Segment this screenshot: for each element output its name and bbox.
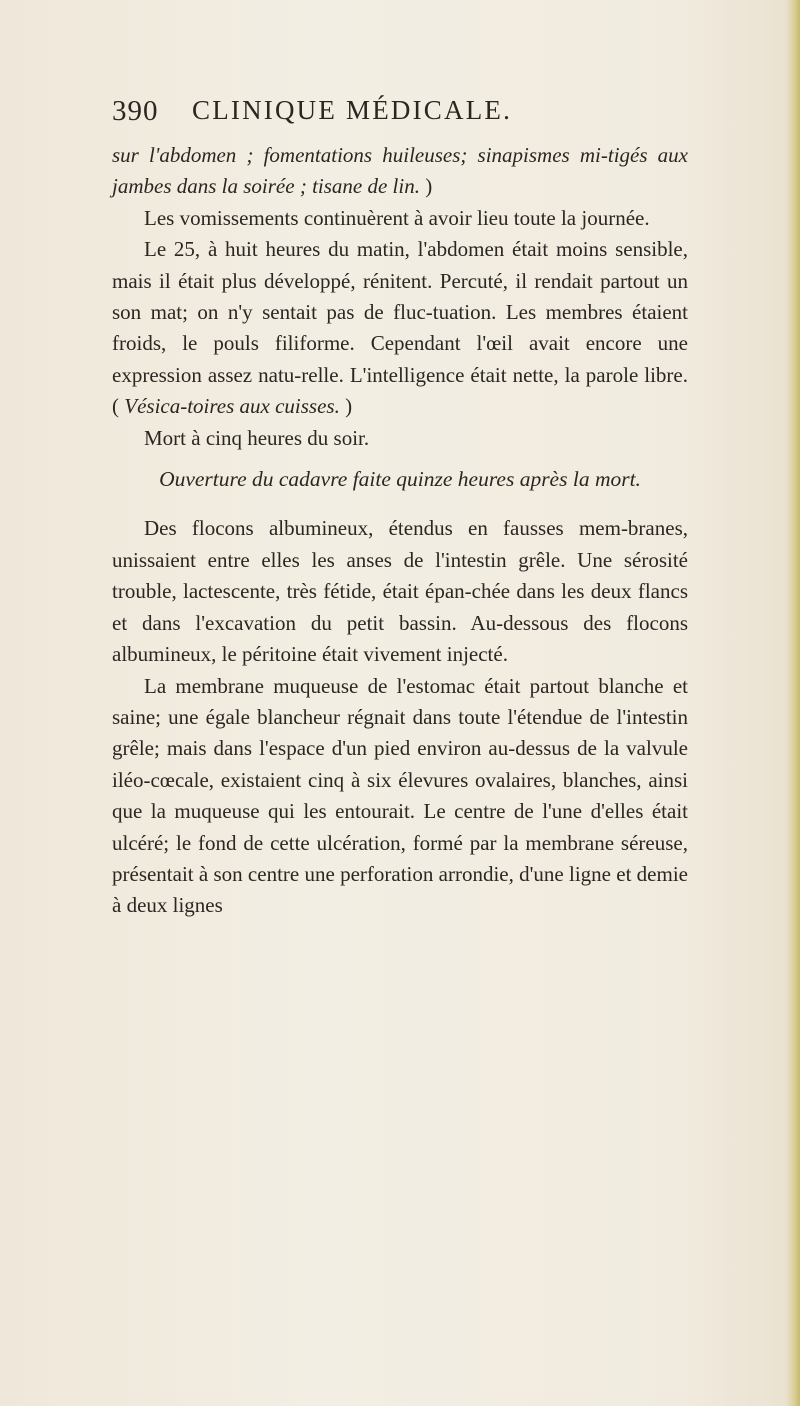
autopsy-heading: Ouverture du cadavre faite quinze heures après la mort. [159, 467, 641, 492]
text-segment: Mort à cinq heures du soir. [144, 425, 370, 450]
text-segment: sur l'abdomen ; fomentations huileuses; sinapismes mi-tigés aux jambes dans la soirée ; tisane de lin. [112, 143, 688, 199]
text-segment: La membrane muqueuse de l'estomac était partout blanche et saine; une égale blancheur régnait dans toute l'étendue de l'intestin grêle; mais dans l'espace d'un pied environ au-dessus de la valvule iléo-cœcale, existaient cinq à six élevures ovalaires, blanches, ainsi que la muqueuse qui les entourait. Le centre de l'une d'elles était ulcéré; le fond de cette ulcération, formé par la membrane séreuse, présentait à son centre une perforation arrondie, d'une ligne et demie à deux lignes [112, 673, 688, 918]
text-segment: ) [419, 174, 433, 199]
body-text [112, 140, 688, 922]
text-segment: Le 25, à huit heures du matin, l'abdomen était moins sensible, mais il était plus développé, rénitent. Percuté, il rendait partout un son mat; on n'y sentait pas de fluc-tuation. Les membres étaient froids, le pouls filiforme. Cependant l'œil avait encore une expression assez natu-relle. L'intelligence était nette, la parole libre. ( [112, 237, 688, 419]
page-edge-shading [786, 0, 800, 1406]
text-segment: Les vomissements continuèrent à avoir lieu toute la journée. [144, 205, 650, 230]
text-segment: Vésica-toires aux cuisses. [124, 394, 340, 419]
running-title: CLINIQUE MÉDICALE. [192, 95, 513, 125]
running-header [112, 95, 688, 133]
paragraph-treatment [112, 140, 688, 203]
page-number: 390 [112, 95, 159, 127]
text-segment: Des flocons albumineux, étendus en fausses mem-branes, unissaient entre elles les anses de l'intestin grêle. Une sérosité trouble, lactescente, très fétide, était épan-chée dans les deux flancs et dans l'excavation du petit bassin. Au-dessous des flocons albumineux, le péritoine était vivement injecté. [112, 516, 688, 667]
paragraph-mucosa [112, 671, 688, 922]
text-segment: ) [339, 394, 353, 419]
paragraph-vomiting [112, 203, 688, 234]
paragraph-death [112, 423, 688, 454]
paragraph-day-25 [112, 234, 688, 422]
paragraph-peritoneum [112, 513, 688, 670]
page-content [112, 95, 688, 922]
